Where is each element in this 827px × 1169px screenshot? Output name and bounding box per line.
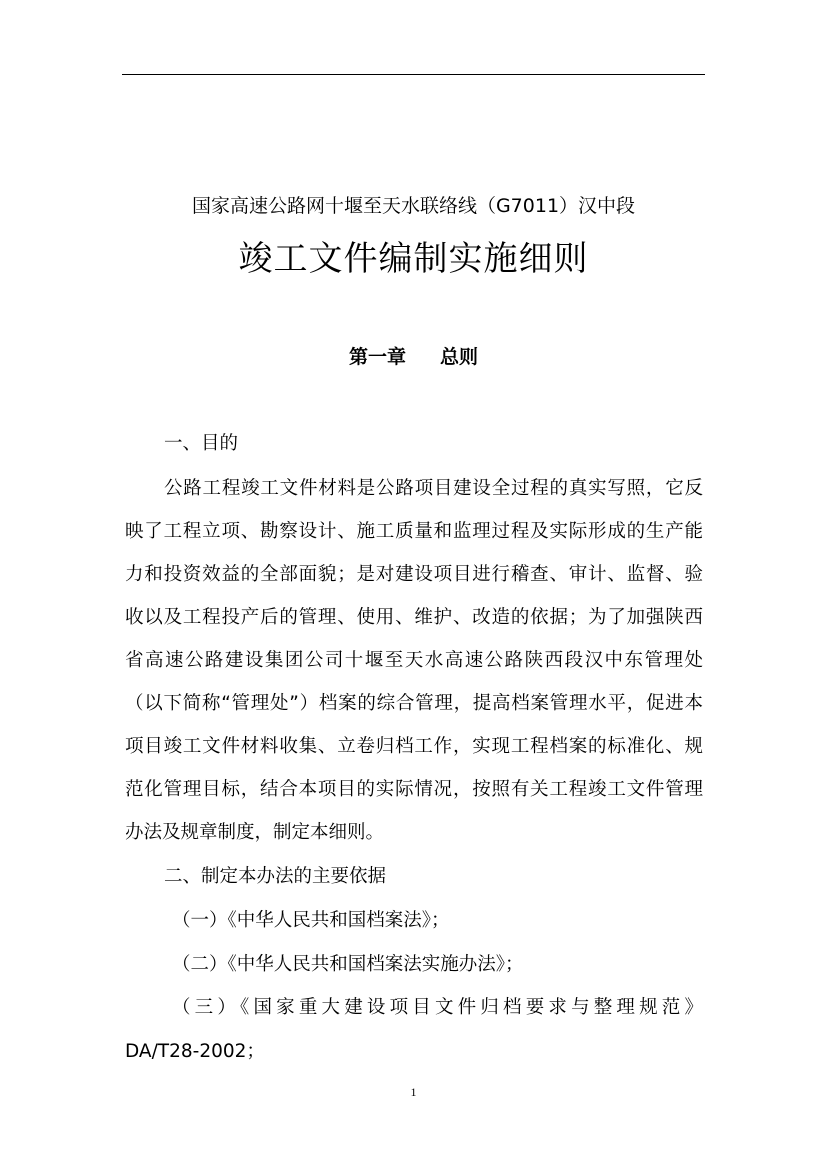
section-heading-purpose: 一、目的 <box>164 433 239 454</box>
basis-item: （三）《国家重大建设项目文件归档要求与整理规范》 <box>172 997 703 1018</box>
paragraph-line: 项目竣工文件材料收集、立卷归档工作，实现工程档案的标准化、规 <box>125 736 703 757</box>
section-heading-basis: 二、制定本办法的主要依据 <box>164 866 387 887</box>
paragraph-line: 力和投资效益的全部面貌；是对建设项目进行稽查、审计、监督、验 <box>125 564 703 585</box>
chapter-heading <box>0 343 827 371</box>
chapter-number: 第一章 <box>348 346 406 368</box>
basis-item-continuation: DA/T28-2002； <box>125 1041 265 1062</box>
chapter-name: 总则 <box>440 346 479 368</box>
document-title: 竣工文件编制实施细则 <box>238 239 589 279</box>
paragraph-line: 范化管理目标，结合本项目的实际情况，按照有关工程竣工文件管理 <box>125 779 703 800</box>
paragraph-line: （以下简称“管理处”）档案的综合管理，提高档案管理水平，促进本 <box>125 693 703 714</box>
paragraph-line: 收以及工程投产后的管理、使用、维护、改造的依据；为了加强陕西 <box>125 607 703 628</box>
paragraph-line: 公路工程竣工文件材料是公路项目建设全过程的真实写照，它反 <box>164 478 703 499</box>
document-subtitle: 国家高速公路网十堰至天水联络线（G7011）汉中段 <box>191 195 636 217</box>
basis-item: （二）《中华人民共和国档案法实施办法》； <box>172 954 524 975</box>
paragraph-line: 映了工程立项、勘察设计、施工质量和监理过程及实际形成的生产能 <box>125 521 703 542</box>
basis-item: （一）《中华人民共和国档案法》； <box>172 910 450 931</box>
page-number: 1 <box>410 1085 417 1099</box>
paragraph-line: 省高速公路建设集团公司十堰至天水高速公路陕西段汉中东管理处 <box>125 650 703 671</box>
paragraph-line: 办法及规章制度，制定本细则。 <box>125 822 385 843</box>
header-rule <box>122 74 705 75</box>
